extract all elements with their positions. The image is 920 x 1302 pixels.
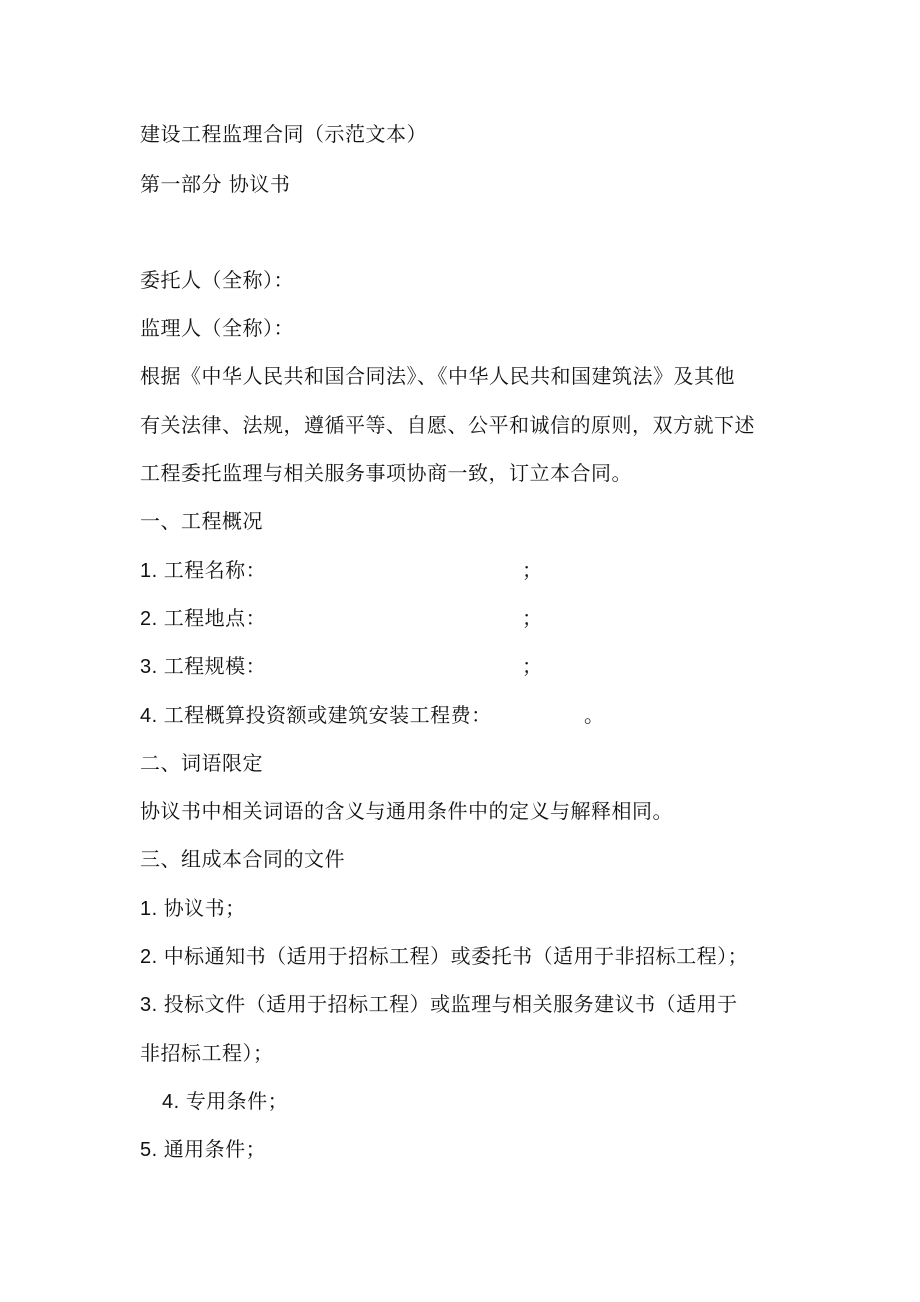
preamble-line-2: 有关法律、法规，遵循平等、自愿、公平和诚信的原则，双方就下述: [140, 413, 755, 437]
contract-doc-item-continuation: [140, 1039, 274, 1067]
item-tail: 。: [584, 703, 605, 727]
project-location-item: [140, 604, 266, 633]
item-number: 2.: [140, 946, 158, 968]
item-number: 3.: [140, 656, 158, 678]
item-text: 工程概算投资额或建筑安装工程费：: [163, 703, 492, 727]
item-text: 中标通知书（适用于招标工程）或委托书（适用于非招标工程）；: [163, 944, 749, 968]
item-number: 1.: [140, 560, 158, 582]
item-text: 工程规模：: [163, 654, 267, 678]
item-text: 工程地点：: [163, 606, 267, 630]
project-scale-item: [140, 652, 266, 681]
contract-doc-item: [140, 894, 246, 923]
item-text: 协议书；: [163, 896, 246, 920]
supervisor-label: 监理人（全称）：: [140, 316, 294, 340]
item-tail: ；: [522, 606, 543, 630]
contract-doc-item: [140, 1135, 266, 1164]
contract-doc-item: [140, 990, 738, 1019]
contract-doc-item: [140, 942, 748, 971]
document-title: 建设工程监理合同（示范文本）: [140, 122, 427, 146]
project-name-item: [140, 556, 266, 585]
preamble-line-3: 工程委托监理与相关服务事项协商一致，订立本合同。: [140, 461, 632, 485]
section-2-body: 协议书中相关词语的含义与通用条件中的定义与解释相同。: [140, 799, 673, 823]
preamble-line-1: 根据《中华人民共和国合同法》、《中华人民共和国建筑法》及其他: [140, 364, 735, 388]
item-number: 2.: [140, 608, 158, 630]
item-number: 5.: [140, 1139, 158, 1161]
section-3-heading: 三、组成本合同的文件: [140, 847, 345, 871]
project-investment-item: [140, 701, 492, 730]
section-2-heading: 二、词语限定: [140, 751, 263, 775]
part-heading: 第一部分 协议书: [140, 172, 291, 196]
item-text: 工程名称：: [163, 558, 267, 582]
item-number: 4.: [140, 705, 158, 727]
contract-doc-item: [162, 1087, 288, 1116]
client-label: 委托人（全称）：: [140, 268, 294, 292]
item-text: 非招标工程）；: [140, 1041, 274, 1065]
item-number: 4.: [162, 1091, 180, 1113]
item-number: 1.: [140, 898, 158, 920]
item-text: 通用条件；: [163, 1137, 267, 1161]
item-text: 投标文件（适用于招标工程）或监理与相关服务建议书（适用于: [163, 992, 738, 1016]
item-number: 3.: [140, 994, 158, 1016]
item-tail: ；: [522, 654, 543, 678]
section-1-heading: 一、工程概况: [140, 509, 263, 533]
item-text: 专用条件；: [185, 1089, 289, 1113]
item-tail: ；: [522, 558, 543, 582]
